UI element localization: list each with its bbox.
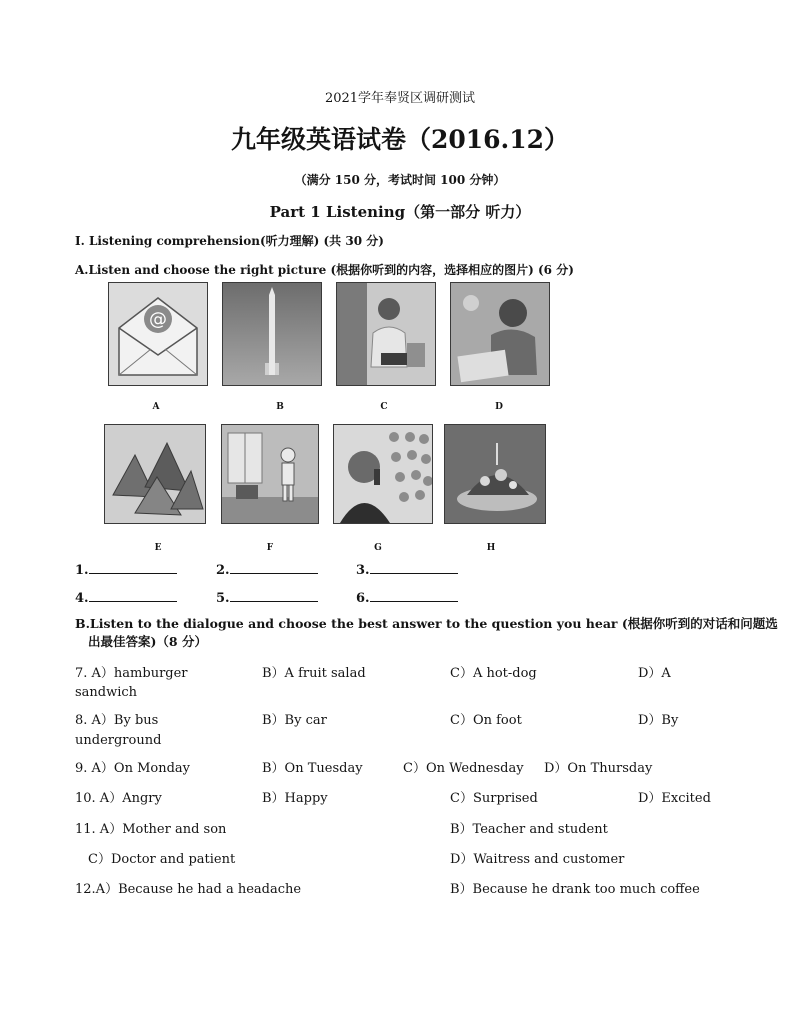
svg-text:@: @ [149, 309, 167, 330]
picture-label-b: B [276, 402, 284, 412]
answer-blank-4[interactable]: 4. [75, 589, 177, 607]
answer-blank-6[interactable]: 6. [356, 589, 458, 607]
rice-dumplings-icon [105, 425, 205, 523]
q9-option-b[interactable]: B）On Tuesday [262, 761, 363, 776]
q9-option-a[interactable]: 9. A）On Monday [75, 761, 191, 776]
picture-b [222, 282, 322, 386]
section-a-heading: A.Listen and choose the right picture (根据你听到的内容，选择相应的图片) (6 分) [75, 263, 574, 277]
q8-option-d-wrap: underground [75, 733, 162, 748]
q9-option-c[interactable]: C）On Wednesday [403, 761, 524, 776]
q12-option-a[interactable]: 12.A）Because he had a headache [75, 882, 302, 897]
picture-f [221, 424, 319, 524]
picture-h [444, 424, 546, 524]
q10-option-b[interactable]: B）Happy [262, 791, 328, 806]
picture-d [450, 282, 550, 386]
picture-label-f: F [266, 543, 274, 553]
email-envelope-icon [109, 283, 207, 385]
picture-label-e: E [154, 543, 162, 553]
q7-option-b[interactable]: B）A fruit salad [262, 666, 366, 681]
answer-blank-1[interactable]: 1. [75, 561, 177, 579]
picture-label-c: C [380, 402, 388, 412]
q10-option-a[interactable]: 10. A）Angry [75, 791, 162, 806]
man-with-laptop-icon [337, 283, 435, 385]
q10-option-d[interactable]: D）Excited [638, 791, 711, 806]
man-on-phone-icon [334, 425, 432, 523]
picture-label-h: H [486, 543, 496, 553]
q9-option-d[interactable]: D）On Thursday [544, 761, 653, 776]
answer-blank-3[interactable]: 3. [356, 561, 458, 579]
q10-option-c[interactable]: C）Surprised [450, 791, 538, 806]
robot-in-room-icon [222, 425, 318, 523]
answer-blank-2[interactable]: 2. [216, 561, 318, 579]
section-i-heading: I. Listening comprehension(听力理解) (共 30 分) [75, 234, 384, 248]
q7-option-d-wrap: sandwich [75, 685, 138, 700]
answer-blank-5[interactable]: 5. [216, 589, 318, 607]
picture-label-a: A [152, 402, 160, 412]
q7-option-c[interactable]: C）A hot-dog [450, 666, 537, 681]
page-subtitle: （满分 150 分，考试时间 100 分钟） [294, 173, 506, 187]
q8-option-d[interactable]: D）By [638, 713, 679, 728]
q7-option-d[interactable]: D）A [638, 666, 671, 681]
picture-e [104, 424, 206, 524]
q7-option-a[interactable]: 7. A）hamburger [75, 666, 188, 681]
part1-heading: Part 1 Listening（第一部分 听力） [269, 203, 531, 221]
child-drawing-icon [451, 283, 549, 385]
q12-option-b[interactable]: B）Because he drank too much coffee [450, 882, 700, 897]
picture-g [333, 424, 433, 524]
food-dish-icon [445, 425, 545, 523]
picture-label-d: D [495, 402, 503, 412]
rocket-launch-icon [223, 283, 321, 385]
q11-option-a[interactable]: 11. A）Mother and son [75, 822, 227, 837]
q8-option-c[interactable]: C）On foot [450, 713, 522, 728]
q8-option-b[interactable]: B）By car [262, 713, 327, 728]
q8-option-a[interactable]: 8. A）By bus [75, 713, 159, 728]
picture-c [336, 282, 436, 386]
section-b-heading-cont: 出最佳答案)（8 分） [88, 634, 207, 649]
section-b-heading: B.Listen to the dialogue and choose the best answer to the question you hear (根据你听到的对话和问题选 [75, 616, 778, 631]
q11-option-b[interactable]: B）Teacher and student [450, 822, 608, 837]
picture-a [108, 282, 208, 386]
page-title: 九年级英语试卷（2016.12） [230, 125, 570, 154]
q11-option-d[interactable]: D）Waitress and customer [450, 852, 625, 867]
exam-name: 2021学年奉贤区调研测试 [324, 91, 476, 106]
q11-option-c[interactable]: C）Doctor and patient [88, 852, 236, 867]
picture-label-g: G [374, 543, 382, 553]
